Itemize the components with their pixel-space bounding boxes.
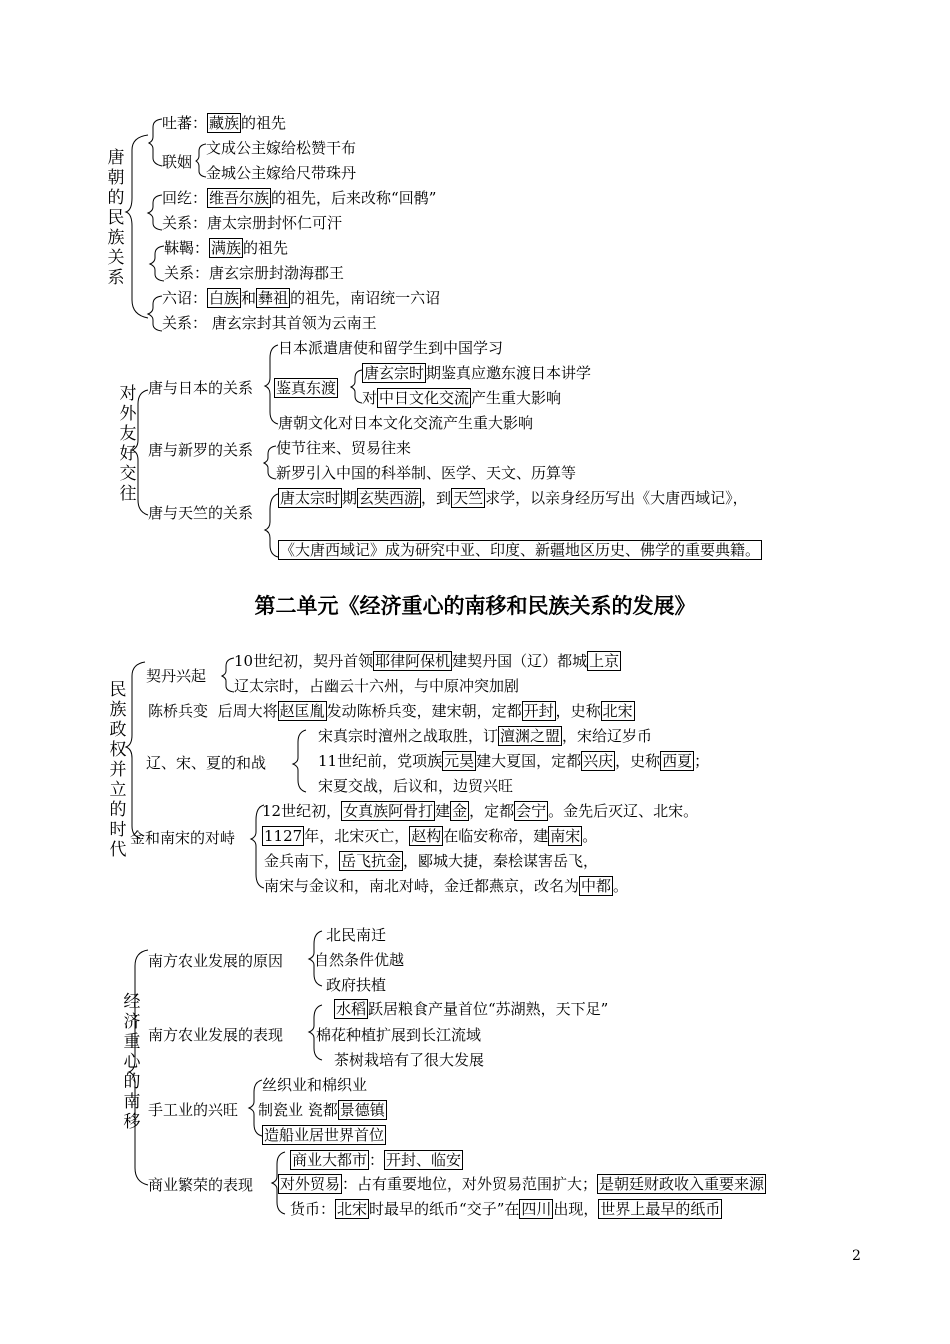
jianzhen-label	[274, 378, 338, 398]
foreign-heading: 对外友好交往	[119, 384, 137, 504]
india-boxed-3: 天竺	[453, 489, 484, 507]
jianzhen-bracket	[351, 370, 362, 403]
chenqiao-label: 陈桥兵变	[148, 702, 209, 720]
regimes-main-bracket	[126, 662, 145, 838]
tubo-label: 吐蕃：	[162, 114, 208, 132]
india-boxed-4: 《大唐西域记》成为研究中亚、印度、新疆地区历史、佛学的重要典籍。	[280, 541, 761, 559]
commerce-boxed-5: 北宋	[337, 1200, 368, 1218]
liuzhao-relation: 关系： 唐玄宗封其首领为云南王	[162, 314, 377, 332]
jin-l4c: 。	[613, 877, 629, 895]
qidan-bracket	[222, 658, 234, 692]
japan-boxed-emperor: 唐玄宗时	[364, 364, 425, 382]
page-number: 2	[852, 1248, 861, 1264]
chenqiao-boxed-1: 赵匡胤	[279, 702, 325, 720]
tang-main-bracket	[126, 135, 148, 318]
perf-line-1	[334, 999, 608, 1019]
india-line-2	[278, 540, 762, 560]
mohe-relation: 关系：唐玄宗册封渤海郡王	[164, 264, 345, 282]
jin-l2f: 。	[582, 827, 598, 845]
lsx-boxed-3: 兴庆	[583, 752, 614, 770]
jin-l3c: ，郾城大捷，秦桧谋害岳飞，	[403, 852, 599, 870]
reasons-line-1: 北民南迁	[326, 926, 387, 944]
commerce-boxed-3: 对外贸易	[280, 1175, 341, 1193]
jin-boxed-5: 南宋	[550, 827, 581, 845]
jin-boxed-year: 1127	[264, 827, 303, 845]
commerce-l3a: 货币：	[290, 1200, 336, 1218]
japan-line-1: 日本派遣唐使和留学生到中国学习	[278, 339, 504, 357]
mohe-line	[164, 238, 288, 258]
japan-line-3-a: 对	[362, 389, 378, 407]
commerce-l1b: ：	[369, 1151, 385, 1169]
lianyin-label: 联姻	[162, 153, 193, 171]
jin-label: 金和南宋的对峙	[130, 829, 236, 847]
jin-boxed-6: 岳飞抗金	[341, 852, 402, 870]
craft-l2a: 制瓷业 瓷都	[258, 1101, 338, 1119]
jin-line-1	[262, 801, 698, 821]
craft-boxed-ship: 造船业居世界首位	[264, 1126, 385, 1144]
lsx-line-1	[318, 726, 652, 746]
lsx-label: 辽、宋、夏的和战	[146, 754, 267, 772]
tang-tubo-line	[162, 113, 286, 133]
reasons-line-3: 政府扶植	[326, 976, 387, 994]
jin-l1a: 12世纪初，	[262, 802, 342, 820]
jin-boxed-1: 女真族阿骨打	[343, 802, 434, 820]
jin-l1c: 建	[435, 802, 451, 820]
japan-label: 唐与日本的关系	[148, 379, 254, 397]
qidan-label: 契丹兴起	[146, 667, 207, 685]
liuzhao-boxed-1: 白族	[209, 289, 240, 307]
lsx-l1c: ，宋给辽岁币	[562, 727, 653, 745]
liuzhao-label: 六诏：	[162, 289, 208, 307]
commerce-line-3	[290, 1199, 722, 1219]
reasons-line-2: 自然条件优越	[314, 951, 405, 969]
japan-line-3-text: 产生重大影响	[471, 389, 562, 407]
india-t2: ，到	[421, 489, 452, 507]
lsx-boxed-4: 西夏	[662, 752, 693, 770]
jin-boxed-3: 会宁	[516, 802, 547, 820]
huihe-relation: 关系：唐太宗册封怀仁可汗	[162, 214, 343, 232]
lsx-l2e: ，史称	[615, 752, 661, 770]
japan-line-2-text: 期鉴真应邀东渡日本讲学	[426, 364, 592, 382]
huihe-line	[162, 188, 436, 208]
commerce-line-2	[278, 1174, 766, 1194]
india-t3: 求学，以亲身经历写出《大唐西域记》，	[485, 489, 748, 507]
jin-l4a: 南宋与金议和，南北对峙，金迁都燕京，改名为	[264, 877, 580, 895]
qidan-boxed-2: 上京	[589, 652, 620, 670]
reasons-label: 南方农业发展的原因	[148, 952, 284, 970]
commerce-line-1	[290, 1150, 463, 1170]
japan-boxed-exchange: 中日文化交流	[379, 389, 470, 407]
regimes-heading: 民族政权并立的时代	[109, 680, 127, 860]
silla-line-1: 使节往来、贸易往来	[276, 439, 412, 457]
liuzhao-text: 的祖先，南诏统一六诏	[290, 289, 441, 307]
qidan-line-2: 辽太宗时，占幽云十六州，与中原冲突加剧	[234, 677, 520, 695]
qidan-line-1	[234, 651, 621, 671]
india-line-1	[278, 488, 748, 508]
commerce-boxed-6: 四川	[521, 1200, 552, 1218]
lsx-l2a: 11世纪前，党项族	[318, 752, 443, 770]
chenqiao-a: 后周大将	[217, 702, 278, 720]
india-label: 唐与天竺的关系	[148, 504, 254, 522]
lianyin-jincheng: 金城公主嫁给尺带珠丹	[206, 164, 357, 182]
jin-l1e: ，定都	[469, 802, 515, 820]
liuzhao-and: 和	[241, 289, 257, 307]
lsx-bracket	[293, 730, 306, 792]
lsx-boxed-1: 澶渊之盟	[500, 727, 561, 745]
tang-huihe-bracket	[148, 195, 162, 230]
silla-bracket	[264, 446, 276, 479]
liuzhao-line	[162, 288, 440, 308]
jin-boxed-7: 中都	[581, 877, 612, 895]
jianzhen-boxed: 鉴真东渡	[276, 379, 337, 397]
mohe-boxed: 满族	[211, 239, 242, 257]
chenqiao-boxed-3: 北宋	[602, 702, 633, 720]
chenqiao-line	[148, 701, 635, 721]
commerce-boxed-7: 世界上最早的纸币	[600, 1200, 721, 1218]
lsx-l1a: 宋真宗时澶州之战取胜，订	[318, 727, 499, 745]
chenqiao-e: ，史称	[555, 702, 601, 720]
lsx-l2g: ；	[694, 752, 710, 770]
silla-line-2: 新罗引入中国的科举制、医学、天文、历算等	[276, 464, 577, 482]
huihe-label: 回纥：	[162, 189, 208, 207]
tang-tubo-bracket	[149, 119, 162, 166]
commerce-boxed-2: 开封、临安	[386, 1151, 462, 1169]
india-boxed-2: 玄奘西游	[359, 489, 420, 507]
jin-line-4	[264, 876, 628, 896]
lsx-l2c: 建大夏国，定都	[476, 752, 582, 770]
japan-line-2	[362, 363, 591, 383]
japan-line-3	[362, 388, 561, 408]
mohe-text: 的祖先	[243, 239, 289, 257]
jin-line-2	[262, 826, 597, 846]
craft-label: 手工业的兴旺	[148, 1101, 239, 1119]
craft-line-3	[262, 1125, 386, 1145]
commerce-l3c: 时最早的纸币“交子”在	[369, 1200, 520, 1218]
lsx-line-2	[318, 751, 709, 771]
mohe-label: 靺鞨：	[164, 239, 210, 257]
jin-l1g: 。金先后灭辽、北宋。	[548, 802, 699, 820]
unit2-title: 第二单元《经济重心的南移和民族关系的发展》	[254, 594, 696, 618]
tang-liuzhao-bracket	[148, 296, 162, 331]
lianyin-wencheng: 文成公主嫁给松赞干布	[206, 139, 357, 157]
jin-l2d: 在临安称帝，建	[443, 827, 549, 845]
commerce-l2b: ：占有重要地位，对外贸易范围扩大；	[342, 1175, 598, 1193]
commerce-l3e: 出现，	[553, 1200, 599, 1218]
commerce-boxed-1: 商业大都市	[292, 1151, 368, 1169]
qidan-boxed-1: 耶律阿保机	[375, 652, 451, 670]
jin-l2b: 年，北宋灭亡，	[304, 827, 410, 845]
commerce-label: 商业繁荣的表现	[148, 1176, 254, 1194]
india-t1: 期	[342, 489, 358, 507]
jin-boxed-2: 金	[452, 802, 468, 820]
tang-heading: 唐朝的民族关系	[107, 148, 125, 288]
perf-line-2: 棉花种植扩展到长江流域	[316, 1026, 482, 1044]
tubo-text: 的祖先	[241, 114, 287, 132]
lsx-line-3: 宋夏交战，后议和，边贸兴旺	[318, 777, 514, 795]
craft-line-1: 丝织业和棉织业	[262, 1076, 368, 1094]
japan-line-4: 唐朝文化对日本文化交流产生重大影响	[278, 414, 534, 432]
craft-line-2	[258, 1100, 387, 1120]
jin-boxed-4: 赵构	[411, 827, 442, 845]
jin-l3a: 金兵南下，	[264, 852, 340, 870]
liuzhao-boxed-2: 彝祖	[258, 289, 289, 307]
chenqiao-c: 发动陈桥兵变，建宋朝，定都	[326, 702, 522, 720]
india-bracket	[265, 494, 278, 557]
silla-label: 唐与新罗的关系	[148, 441, 254, 459]
commerce-boxed-4: 是朝廷财政收入重要来源	[599, 1175, 765, 1193]
perf-boxed-rice: 水稻	[336, 1000, 367, 1018]
tubo-boxed: 藏族	[209, 114, 240, 132]
tang-mohe-bracket	[150, 246, 164, 281]
huihe-boxed: 维吾尔族	[209, 189, 270, 207]
india-boxed-1: 唐太宗时	[280, 489, 341, 507]
perf-label: 南方农业发展的表现	[148, 1026, 284, 1044]
perf-line-3: 茶树栽培有了很大发展	[334, 1051, 485, 1069]
qidan-l1c: 建契丹国（辽）都城	[452, 652, 588, 670]
economy-heading: 经济重心的南移	[123, 992, 141, 1132]
perf-l1t: 跃居粮食产量首位“苏湖熟，天下足”	[368, 1000, 609, 1018]
huihe-text: 的祖先，后来改称“回鹘”	[271, 189, 437, 207]
lsx-boxed-2: 元昊	[444, 752, 475, 770]
tang-lianyin-bracket	[196, 144, 206, 177]
chenqiao-boxed-2: 开封	[523, 702, 554, 720]
craft-boxed-jdz: 景德镇	[339, 1101, 385, 1119]
jin-line-3	[264, 851, 598, 871]
qidan-l1a: 10世纪初，契丹首领	[234, 652, 374, 670]
